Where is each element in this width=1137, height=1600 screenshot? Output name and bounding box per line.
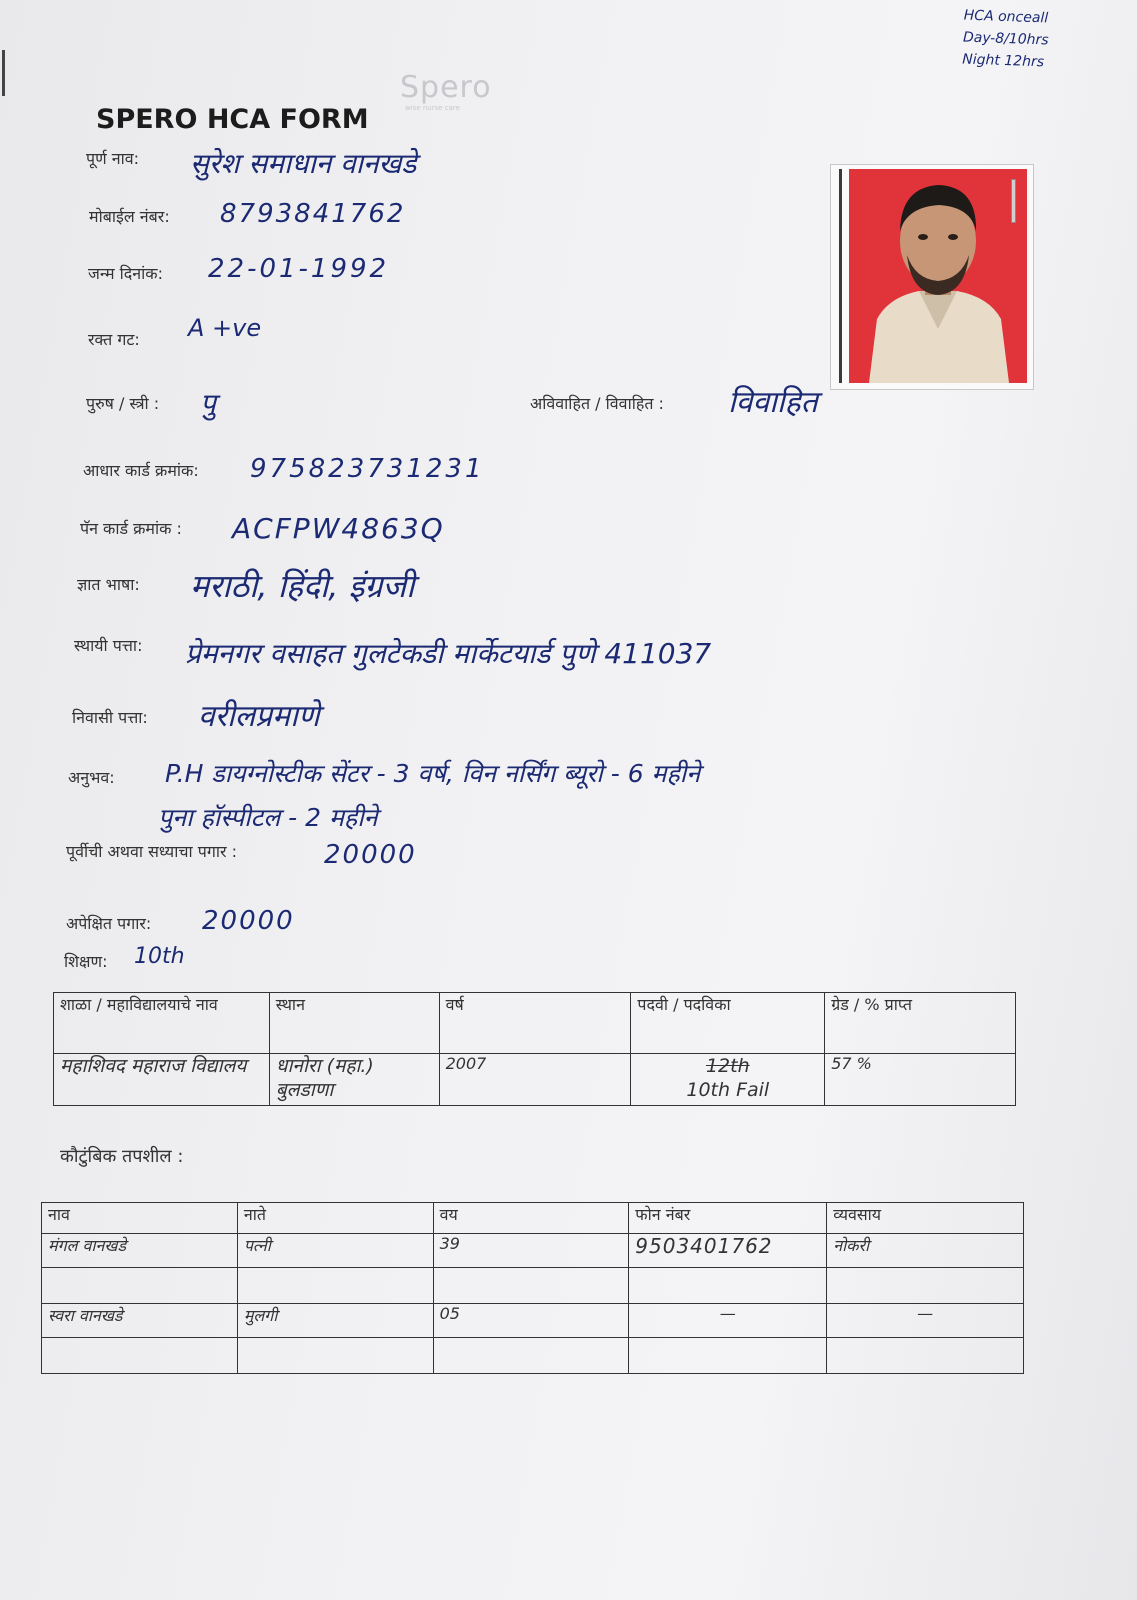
family-relation: पत्नी bbox=[237, 1234, 433, 1268]
table-cell bbox=[237, 1268, 433, 1304]
table-cell bbox=[433, 1268, 629, 1304]
residential-address-label: निवासी पत्ता: bbox=[72, 708, 148, 727]
education-header-place: स्थान bbox=[269, 993, 439, 1054]
permanent-address-value: प्रेमनगर वसाहत गुलटेकडी मार्केटयार्ड पुणे 411037 bbox=[185, 637, 712, 670]
experience-line-1: P.H डायग्नोस्टीक सेंटर - 3 वर्ष, विन नर्सिंग ब्यूरो - 6 महीने bbox=[165, 759, 701, 788]
experience-line-2: पुना हॉस्पीटल - 2 महीने bbox=[158, 803, 378, 832]
margin-note-line: HCA onceall bbox=[963, 7, 1049, 27]
table-row bbox=[54, 1054, 1016, 1106]
staple-pin bbox=[1011, 179, 1016, 223]
mobile-value: 8793841762 bbox=[220, 199, 406, 229]
table-row bbox=[42, 1268, 1024, 1304]
family-name: स्वरा वानखडे bbox=[42, 1304, 238, 1338]
gender-value: पु bbox=[200, 387, 216, 420]
family-table bbox=[41, 1202, 1024, 1374]
table-cell bbox=[433, 1338, 629, 1374]
full-name-label: पूर्ण नाव: bbox=[86, 149, 140, 168]
photo-frame-edge bbox=[839, 169, 842, 383]
blood-group-label: रक्त गट: bbox=[88, 330, 140, 349]
table-cell bbox=[42, 1268, 238, 1304]
education-header-school: शाळा / महाविद्यालयाचे नाव bbox=[54, 993, 270, 1054]
education-header-grade: ग्रेड / % प्राप्त bbox=[825, 993, 1016, 1054]
margin-note-line: Night 12hrs bbox=[961, 51, 1045, 71]
languages-label: ज्ञात भाषा: bbox=[77, 575, 140, 594]
education-value: 10th bbox=[134, 944, 185, 969]
education-school: महाशिवद महाराज विद्यालय bbox=[54, 1054, 270, 1106]
margin-note-line: Day-8/10hrs bbox=[962, 29, 1049, 49]
family-phone: — bbox=[629, 1304, 827, 1338]
family-details-label: कौटुंबिक तपशील : bbox=[60, 1146, 184, 1167]
previous-salary-label: पूर्वीची अथवा सध्याचा पगार : bbox=[66, 842, 237, 861]
scan-edge-mark bbox=[2, 50, 5, 96]
aadhar-label: आधार कार्ड क्रमांक: bbox=[83, 461, 199, 480]
spero-logo: Spero bbox=[400, 70, 492, 105]
table-row bbox=[42, 1338, 1024, 1374]
family-name: मंगल वानखडे bbox=[42, 1234, 238, 1268]
margin-note bbox=[962, 5, 1050, 74]
family-occupation: नोकरी bbox=[827, 1234, 1024, 1268]
marital-label: अविवाहित / विवाहित : bbox=[530, 394, 664, 413]
family-table-header bbox=[42, 1203, 1024, 1234]
dob-label: जन्म दिनांक: bbox=[88, 264, 163, 283]
family-relation: मुलगी bbox=[237, 1304, 433, 1338]
dob-value: 22-01-1992 bbox=[208, 254, 390, 284]
education-place: धानोरा (महा.) बुलडाणा bbox=[269, 1054, 439, 1106]
family-header-phone: फोन नंबर bbox=[629, 1203, 827, 1234]
table-cell bbox=[827, 1338, 1024, 1374]
family-age: 05 bbox=[433, 1304, 629, 1338]
family-phone: 9503401762 bbox=[629, 1234, 827, 1268]
pan-value: ACFPW4863Q bbox=[232, 512, 445, 545]
mobile-label: मोबाईल नंबर: bbox=[89, 207, 170, 226]
previous-salary-value: 20000 bbox=[324, 840, 417, 870]
family-header-name: नाव bbox=[42, 1203, 238, 1234]
marital-value: विवाहित bbox=[728, 385, 818, 420]
family-age: 39 bbox=[433, 1234, 629, 1268]
education-header-degree: पदवी / पदविका bbox=[631, 993, 825, 1054]
portrait-icon bbox=[849, 169, 1027, 383]
blood-group-value: A +ve bbox=[188, 314, 262, 342]
table-cell bbox=[629, 1338, 827, 1374]
languages-value: मराठी, हिंदी, इंग्रजी bbox=[190, 567, 415, 605]
education-table-header bbox=[54, 993, 1016, 1054]
table-row bbox=[42, 1304, 1024, 1338]
expected-salary-value: 20000 bbox=[202, 906, 295, 936]
family-header-age: वय bbox=[433, 1203, 629, 1234]
logo-tagline: wise nurse care bbox=[405, 104, 460, 112]
table-cell bbox=[42, 1338, 238, 1374]
education-header-year: वर्ष bbox=[439, 993, 631, 1054]
table-row bbox=[42, 1234, 1024, 1268]
education-degree-cell bbox=[631, 1054, 825, 1106]
form-title: SPERO HCA FORM bbox=[96, 104, 369, 135]
table-cell bbox=[237, 1338, 433, 1374]
education-label: शिक्षण: bbox=[64, 952, 108, 971]
table-cell bbox=[629, 1268, 827, 1304]
residential-address-value: वरीलप्रमाणे bbox=[198, 699, 320, 734]
expected-salary-label: अपेक्षित पगार: bbox=[66, 914, 152, 933]
education-degree-struck: 12th bbox=[705, 1055, 750, 1077]
aadhar-value: 975823731231 bbox=[250, 454, 485, 484]
education-table bbox=[53, 992, 1016, 1106]
pan-label: पॅन कार्ड क्रमांक : bbox=[80, 519, 182, 538]
family-occupation: — bbox=[827, 1304, 1024, 1338]
education-grade: 57 % bbox=[825, 1054, 1016, 1106]
permanent-address-label: स्थायी पत्ता: bbox=[74, 636, 143, 655]
applicant-photo bbox=[849, 169, 1027, 383]
experience-label: अनुभव: bbox=[68, 768, 115, 787]
gender-label: पुरुष / स्त्री : bbox=[86, 394, 160, 413]
education-year: 2007 bbox=[439, 1054, 631, 1106]
full-name-value: सुरेश समाधान वानखडे bbox=[190, 147, 417, 180]
table-cell bbox=[827, 1268, 1024, 1304]
family-header-relation: नाते bbox=[237, 1203, 433, 1234]
applicant-photo-frame bbox=[830, 164, 1034, 390]
education-degree: 10th Fail bbox=[686, 1079, 770, 1101]
family-header-occupation: व्यवसाय bbox=[827, 1203, 1024, 1234]
